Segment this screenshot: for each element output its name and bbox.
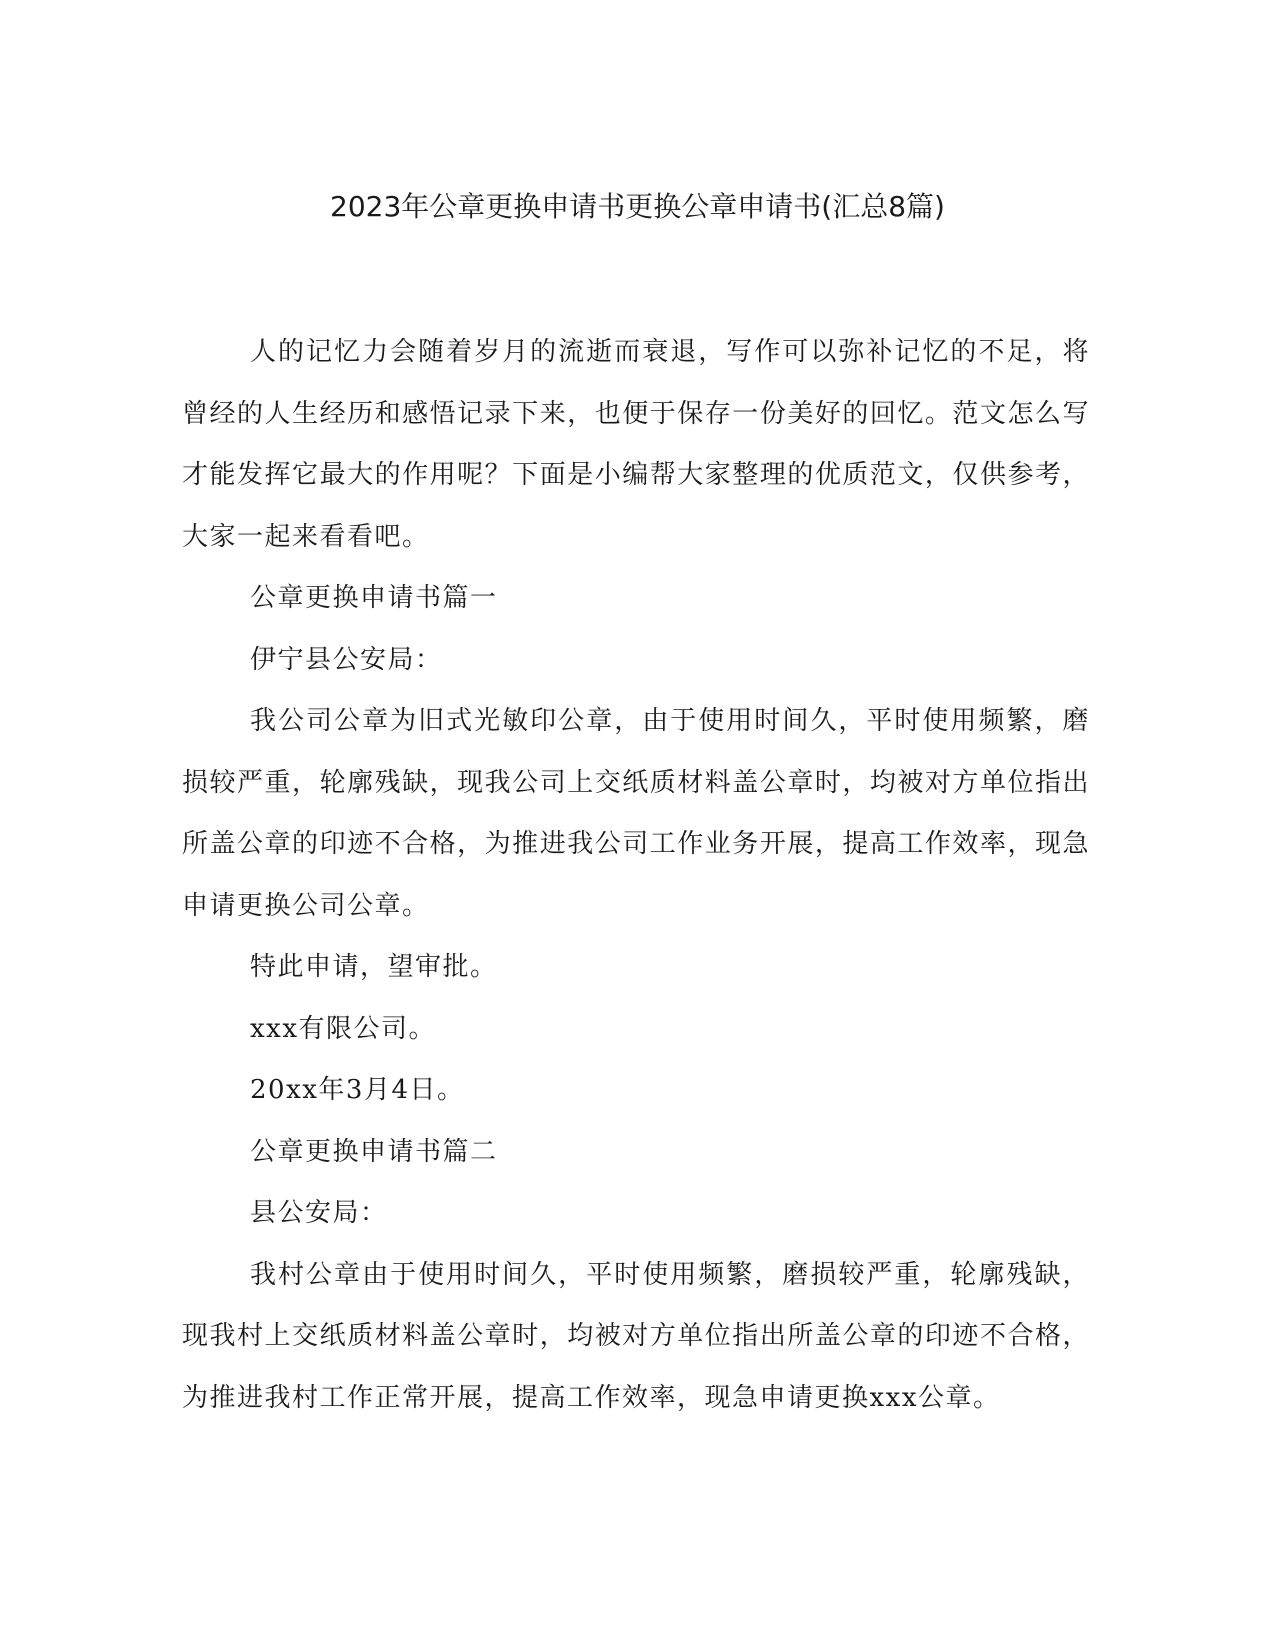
letter-1-salutation: 伊宁县公安局：	[250, 644, 443, 675]
letter-1-body: 我公司公章为旧式光敏印公章，由于使用时间久，平时使用频繁，磨损较严重，轮廓残缺，现我公司上交纸质材料盖公章时，均被对方单位指出所盖公章的印迹不合格，为推进我公司工作业务开展，提高工作效率，现急申请更换公司公章。	[182, 706, 1090, 921]
letter-2-body: 我村公章由于使用时间久，平时使用频繁，磨损较严重，轮廓残缺，现我村上交纸质材料盖公章时，均被对方单位指出所盖公章的印迹不合格，为推进我村工作正常开展，提高工作效率，现急申请更换xxx公章。	[182, 1259, 1090, 1413]
section-heading-1: 公章更换申请书篇一	[250, 583, 498, 613]
document-body	[182, 322, 1090, 1429]
document-title: 2023年公章更换申请书更换公章申请书(汇总8篇)	[330, 190, 945, 223]
intro-paragraph: 人的记忆力会随着岁月的流逝而衰退，写作可以弥补记忆的不足，将曾经的人生经历和感悟记录下来，也便于保存一份美好的回忆。范文怎么写才能发挥它最大的作用呢？下面是小编帮大家整理的优质范文，仅供参考，大家一起来看看吧。	[182, 337, 1090, 552]
section-heading-2: 公章更换申请书篇二	[250, 1136, 498, 1167]
letter-1-date: 20xx年3月4日。	[250, 1075, 465, 1105]
letter-1-closing: 特此申请，望审批。	[250, 952, 498, 982]
letter-2-salutation: 县公安局：	[250, 1198, 388, 1228]
letter-1-signature: xxx有限公司。	[250, 1013, 436, 1044]
